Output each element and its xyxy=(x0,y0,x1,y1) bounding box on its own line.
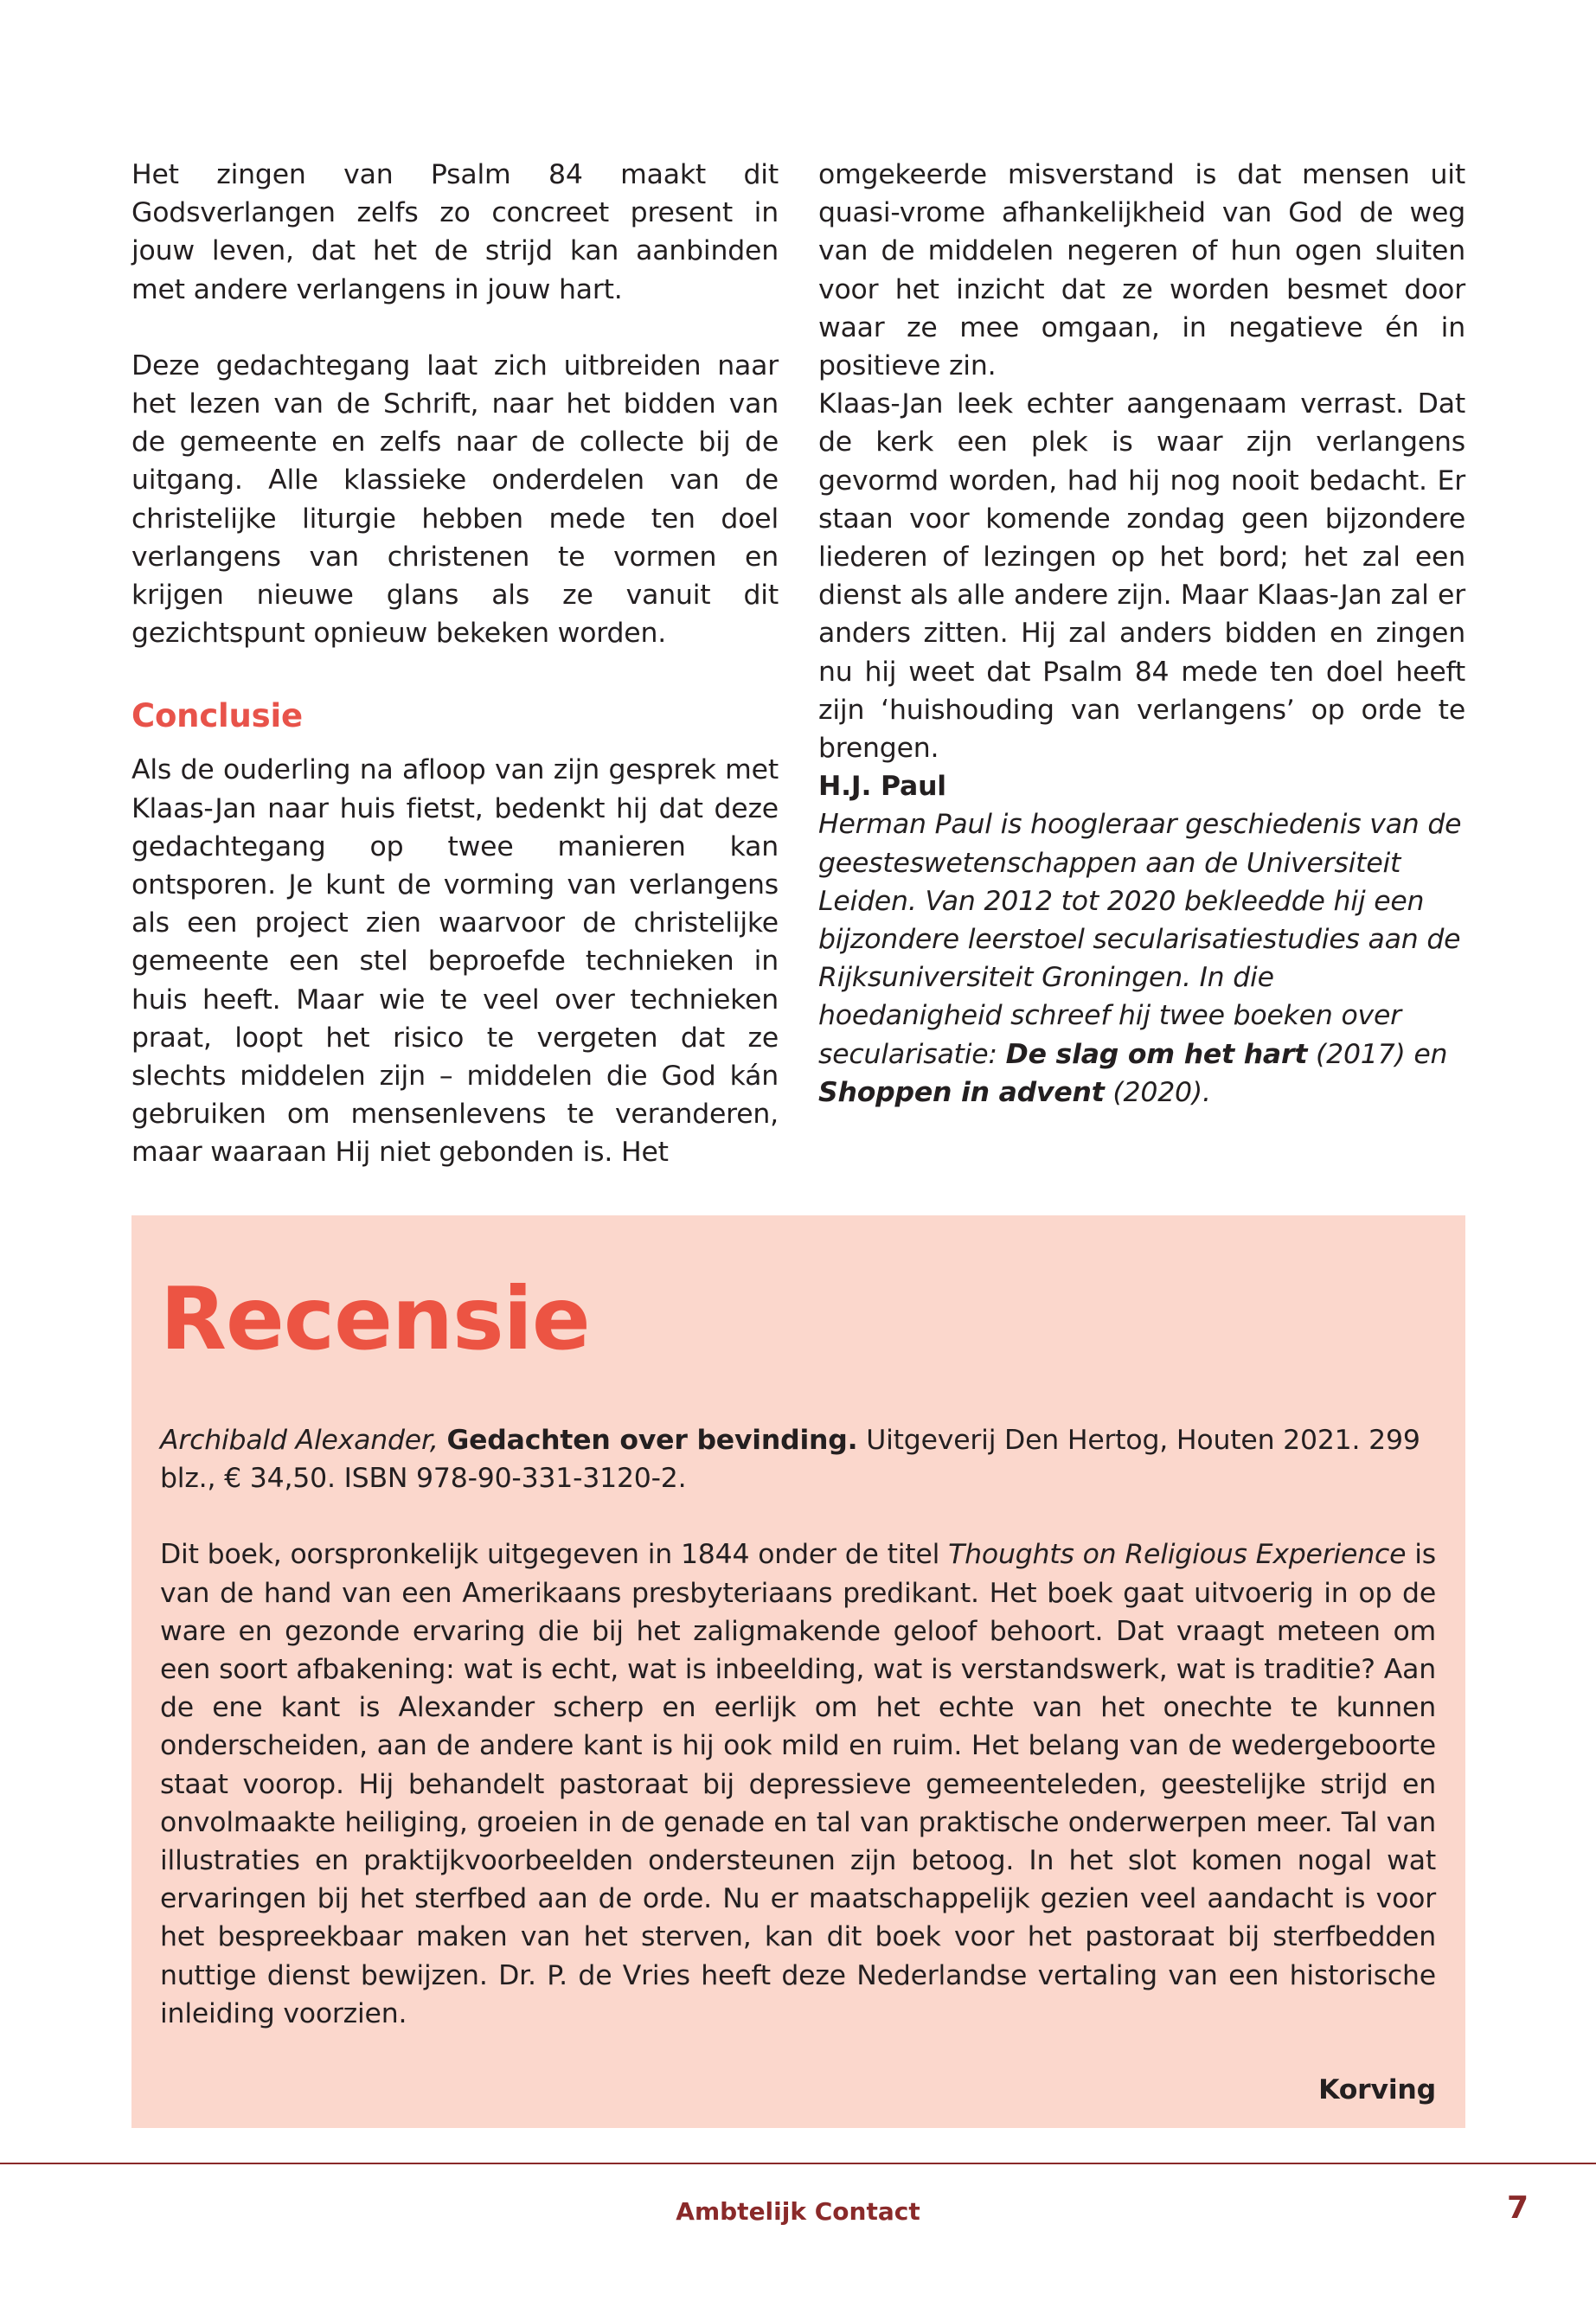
book-year: (2020). xyxy=(1112,1076,1211,1108)
book-title: Shoppen in advent xyxy=(818,1076,1105,1108)
review-body-text: is van de hand van een Amerikaans presbyteriaans predikant. Het boek gaat uitvoerig in op de ware en gezonde ervaring die bij het zaligmakende geloof behoort. Dat vraagt meteen om een soort afbakening: wat is echt, wat is inbeelding, wat is verstandswerk, wat is traditie? Aan de ene kant is Alexander scherp en eerlijk om het echte van het onechte te kunnen onderscheiden, aan de andere kant is hij ook mild en ruim. Het belang van de wedergeboorte staat voorop. Hij behandelt pastoraat bij depressieve gemeenteleden, geestelijke strijd en onvolmaakte heiliging, groeien in de genade en tal van praktische onderwerpen meer. Tal van illustraties en praktijkvoorbeelden ondersteunen zijn betoog. In het slot komen nogal wat ervaringen bij het sterfbed aan de orde. Nu er maatschappelijk gezien veel aandacht is voor het bespreekbaar maken van het sterven, kan dit boek voor het pastoraat bij sterfbedden nuttige dienst bewijzen. Dr. P. de Vries heeft deze Nederlandse vertaling van een historische inleiding voorzien. xyxy=(160,1539,1436,2029)
author-bio xyxy=(818,805,1465,1112)
page-number: 7 xyxy=(1506,2190,1529,2226)
review-original-title: Thoughts on Religious Experience xyxy=(948,1539,1407,1571)
article-signature: H.J. Paul xyxy=(818,771,946,803)
book-title: De slag om het hart xyxy=(1005,1038,1308,1070)
article-paragraph: Klaas-Jan leek echter aangenaam verrast. Dat de kerk een plek is waar zijn verlangens gevormd worden, had hij nog nooit bedacht. Er staan voor komende zondag geen bijzondere liederen of lezingen op het bord; het zal een dienst als alle andere zijn. Maar Klaas-Jan zal er anders zitten. Hij zal anders bidden en zingen nu hij weet dat Psalm 84 mede ten doel heeft zijn ‘huishouding van verlangens’ op orde te brengen. xyxy=(818,388,1465,765)
book-year: (2017) en xyxy=(1316,1038,1448,1070)
article-right-column xyxy=(818,156,1465,1112)
review-citation xyxy=(160,1421,1436,1497)
review-publication: Uitgeverij Den Hertog, Houten 2021. 299 blz., € 34,50. ISBN 978-90-331-3120-2. xyxy=(160,1425,1420,1495)
section-heading-conclusie: Conclusie xyxy=(131,697,303,735)
article-paragraph: omgekeerde misverstand is dat mensen uit quasi-vrome afhankelijkheid van God de weg van de middelen negeren of hun ogen sluiten voor het inzicht dat ze worden besmet door waar ze mee omgaan, in negatieve én in positieve zin. xyxy=(818,159,1465,382)
article-paragraph: Als de ouderling na afloop van zijn gesprek met Klaas-Jan naar huis fietst, bedenkt hij dat deze gedachtegang op twee manieren kan ontsporen. Je kunt de vorming van verlangens als een project zien waarvoor de christelijke gemeente een stel beproefde technieken in huis heeft. Maar wie te veel over technieken praat, loopt het risico te vergeten dat ze slechts middelen zijn – middelen die God kán gebruiken om mensenlevens te veranderen, maar waaraan Hij niet gebonden is. Het xyxy=(131,754,779,1169)
review-author: Archibald Alexander, xyxy=(160,1425,439,1456)
review-signature: Korving xyxy=(1318,2074,1436,2106)
review-box xyxy=(131,1215,1465,2128)
author-bio-text: Herman Paul is hoogleraar geschiedenis van de geesteswetenschappen aan de Universiteit Leiden. Van 2012 tot 2020 bekleedde hij een bijzondere leerstoel secularisatiestudies aan de Rijksuniversiteit Groningen. In die hoedanigheid schreef hij twee boeken over secularisatie: xyxy=(818,809,1462,1070)
footer-publication-title: Ambtelijk Contact xyxy=(676,2197,920,2226)
review-title: Recensie xyxy=(160,1268,590,1369)
review-content xyxy=(160,1215,1436,2137)
footer-divider xyxy=(0,2163,1596,2164)
review-body-text: Dit boek, oorspronkelijk uitgegeven in 1844 onder de titel xyxy=(160,1539,940,1571)
article-paragraph: Deze gedachtegang laat zich uitbreiden naar het lezen van de Schrift, naar het bidden van de gemeente en zelfs naar de collecte bij de uitgang. Alle klassieke onderdelen van de christelijke liturgie hebben mede ten doel verlangens van christenen te vormen en krijgen nieuwe glans als ze vanuit dit gezichtspunt opnieuw bekeken worden. xyxy=(131,349,779,650)
article-left-column xyxy=(131,156,779,1172)
article-paragraph: Het zingen van Psalm 84 maakt dit Godsverlangen zelfs zo concreet present in jouw leven, dat het de strijd kan aanbinden met andere verlangens in jouw hart. xyxy=(131,159,779,305)
review-body xyxy=(160,1535,1436,2033)
review-book-title: Gedachten over bevinding. xyxy=(446,1425,858,1456)
